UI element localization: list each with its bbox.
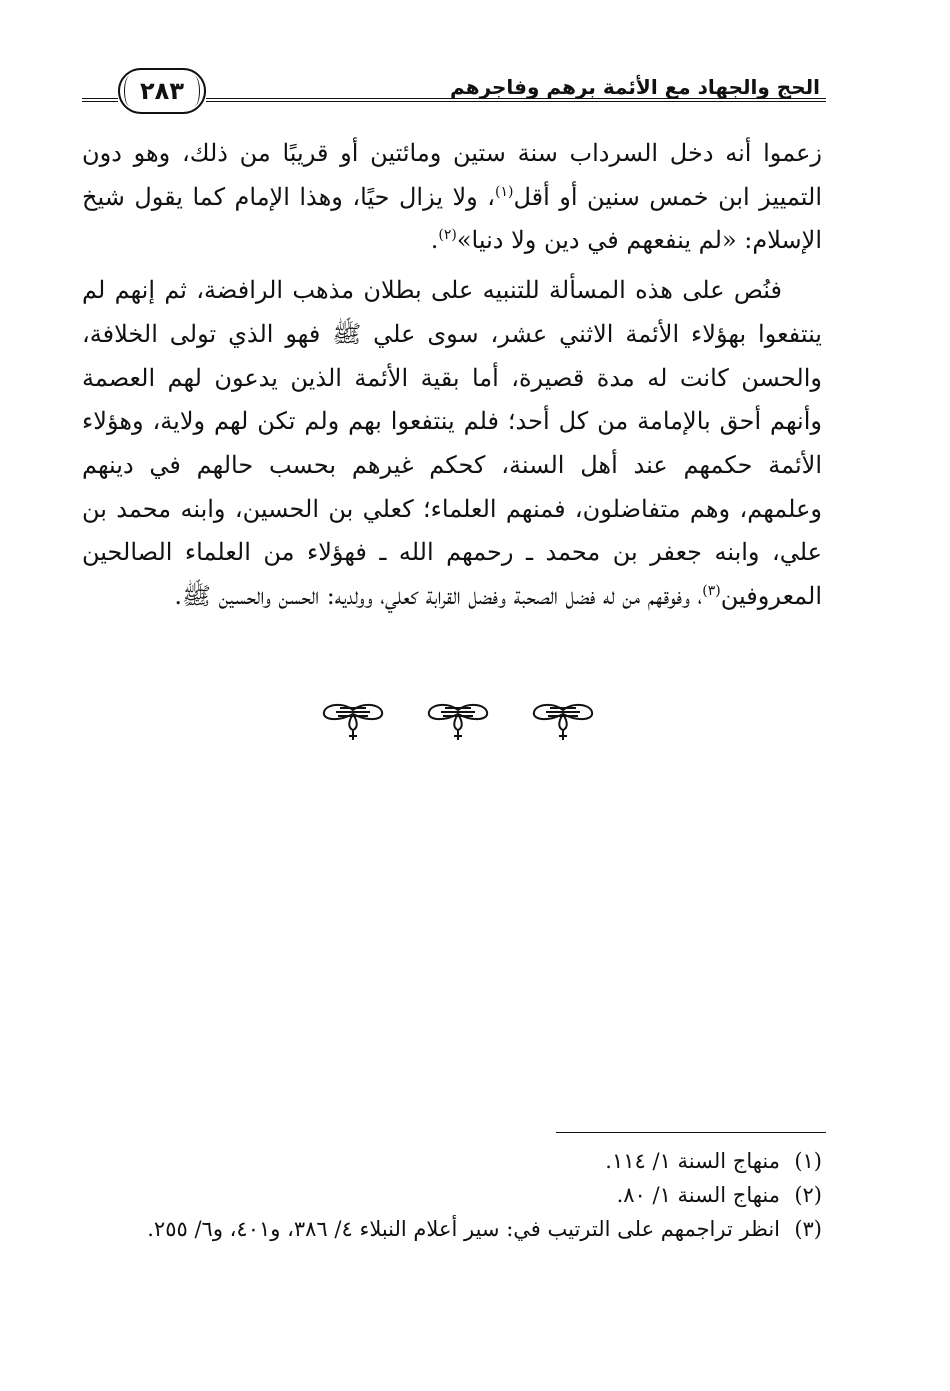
page-number: ٢٨٣ <box>140 77 184 105</box>
footnote-item <box>77 1144 822 1178</box>
ornament-icon <box>528 700 598 746</box>
ornament-icon <box>423 700 493 746</box>
footnote-text: انظر تراجمهم على الترتيب في: سير أعلام النبلاء ٤/ ٣٨٦، و٤٠١، و٦/ ٢٥٥. <box>147 1217 780 1241</box>
footnote-separator <box>556 1132 826 1133</box>
page-number-frame <box>118 68 206 114</box>
footnote-text: منهاج السنة ١/ ٨٠. <box>616 1183 780 1207</box>
footnote-ref-1: (١) <box>494 183 514 200</box>
paragraph-1-text-b: ، ولا يزال حيًا، وهذا الإمام كما يقول شيخ الإسلام: «لم ينفعهم في دين ولا دنيا» <box>82 182 822 255</box>
paragraph-1-text-a: زعموا أنه دخل السرداب سنة ستين ومائتين أو قريبًا من ذلك، وهو دون التمييز ابن خمس سنين أو أقل <box>82 139 822 211</box>
footnote-text: منهاج السنة ١/ ١١٤. <box>605 1149 780 1173</box>
footnote-number: (١) <box>794 1149 822 1173</box>
paragraph-2-text-b: فهو الذي تولى الخلافة، والحسن كانت له مدة قصيرة، أما بقية الأئمة الذين يدعون لهم العصمة وأنهم أحق بالإمامة من كل أحد؛ فلم ينتفعوا بهم ولم تكن لهم ولاية، وهؤلاء الأئمة حكمهم عند أهل السنة، كحكم غيرهم بحسب حالهم في دينهم وعلمهم، وهم متفاضلون، فمنهم العلماء؛ كعلي بن الحسين، وابنه محمد بن علي، وابنه جعفر بن محمد ـ رحمهم الله ـ فهؤلاء من العلماء الصالحين المعروفين <box>82 319 823 611</box>
footnote-number: (٣) <box>794 1217 822 1241</box>
footnote-item <box>77 1178 822 1212</box>
honorific-glyph: ﷺ <box>332 319 362 348</box>
footnote-item <box>77 1212 822 1246</box>
footnotes <box>77 1144 822 1246</box>
main-text <box>82 132 822 619</box>
paragraph-2 <box>82 269 822 619</box>
header-rule-right <box>206 98 826 102</box>
footnote-ref-3: (٣) <box>702 583 721 600</box>
paragraph-2-text-d: . <box>174 582 183 611</box>
paragraph-1-text-c: . <box>430 226 439 255</box>
header-rule-left <box>82 98 118 102</box>
paragraph-2-text-a: فنُص على هذه المسألة للتنبيه على بطلان مذهب الرافضة، ثم إنهم لم ينتفعوا بهؤلاء الأئمة الاثني عشر، سوى علي <box>82 276 822 348</box>
ornament-icon <box>318 700 388 746</box>
paragraph-1 <box>82 132 822 263</box>
honorific-glyph: ﷺ <box>182 582 212 611</box>
footnote-number: (٢) <box>794 1183 822 1207</box>
paragraph-2-text-c: ، وفوقهم من له فضل الصحبة وفضل القرابة كعلي، وولديه: الحسن والحسين <box>218 582 703 611</box>
footnote-ref-2: (٢) <box>438 227 457 244</box>
running-header-title: الحج والجهاد مع الأئمة برهم وفاجرهم <box>450 75 820 99</box>
section-ornament <box>318 700 598 746</box>
